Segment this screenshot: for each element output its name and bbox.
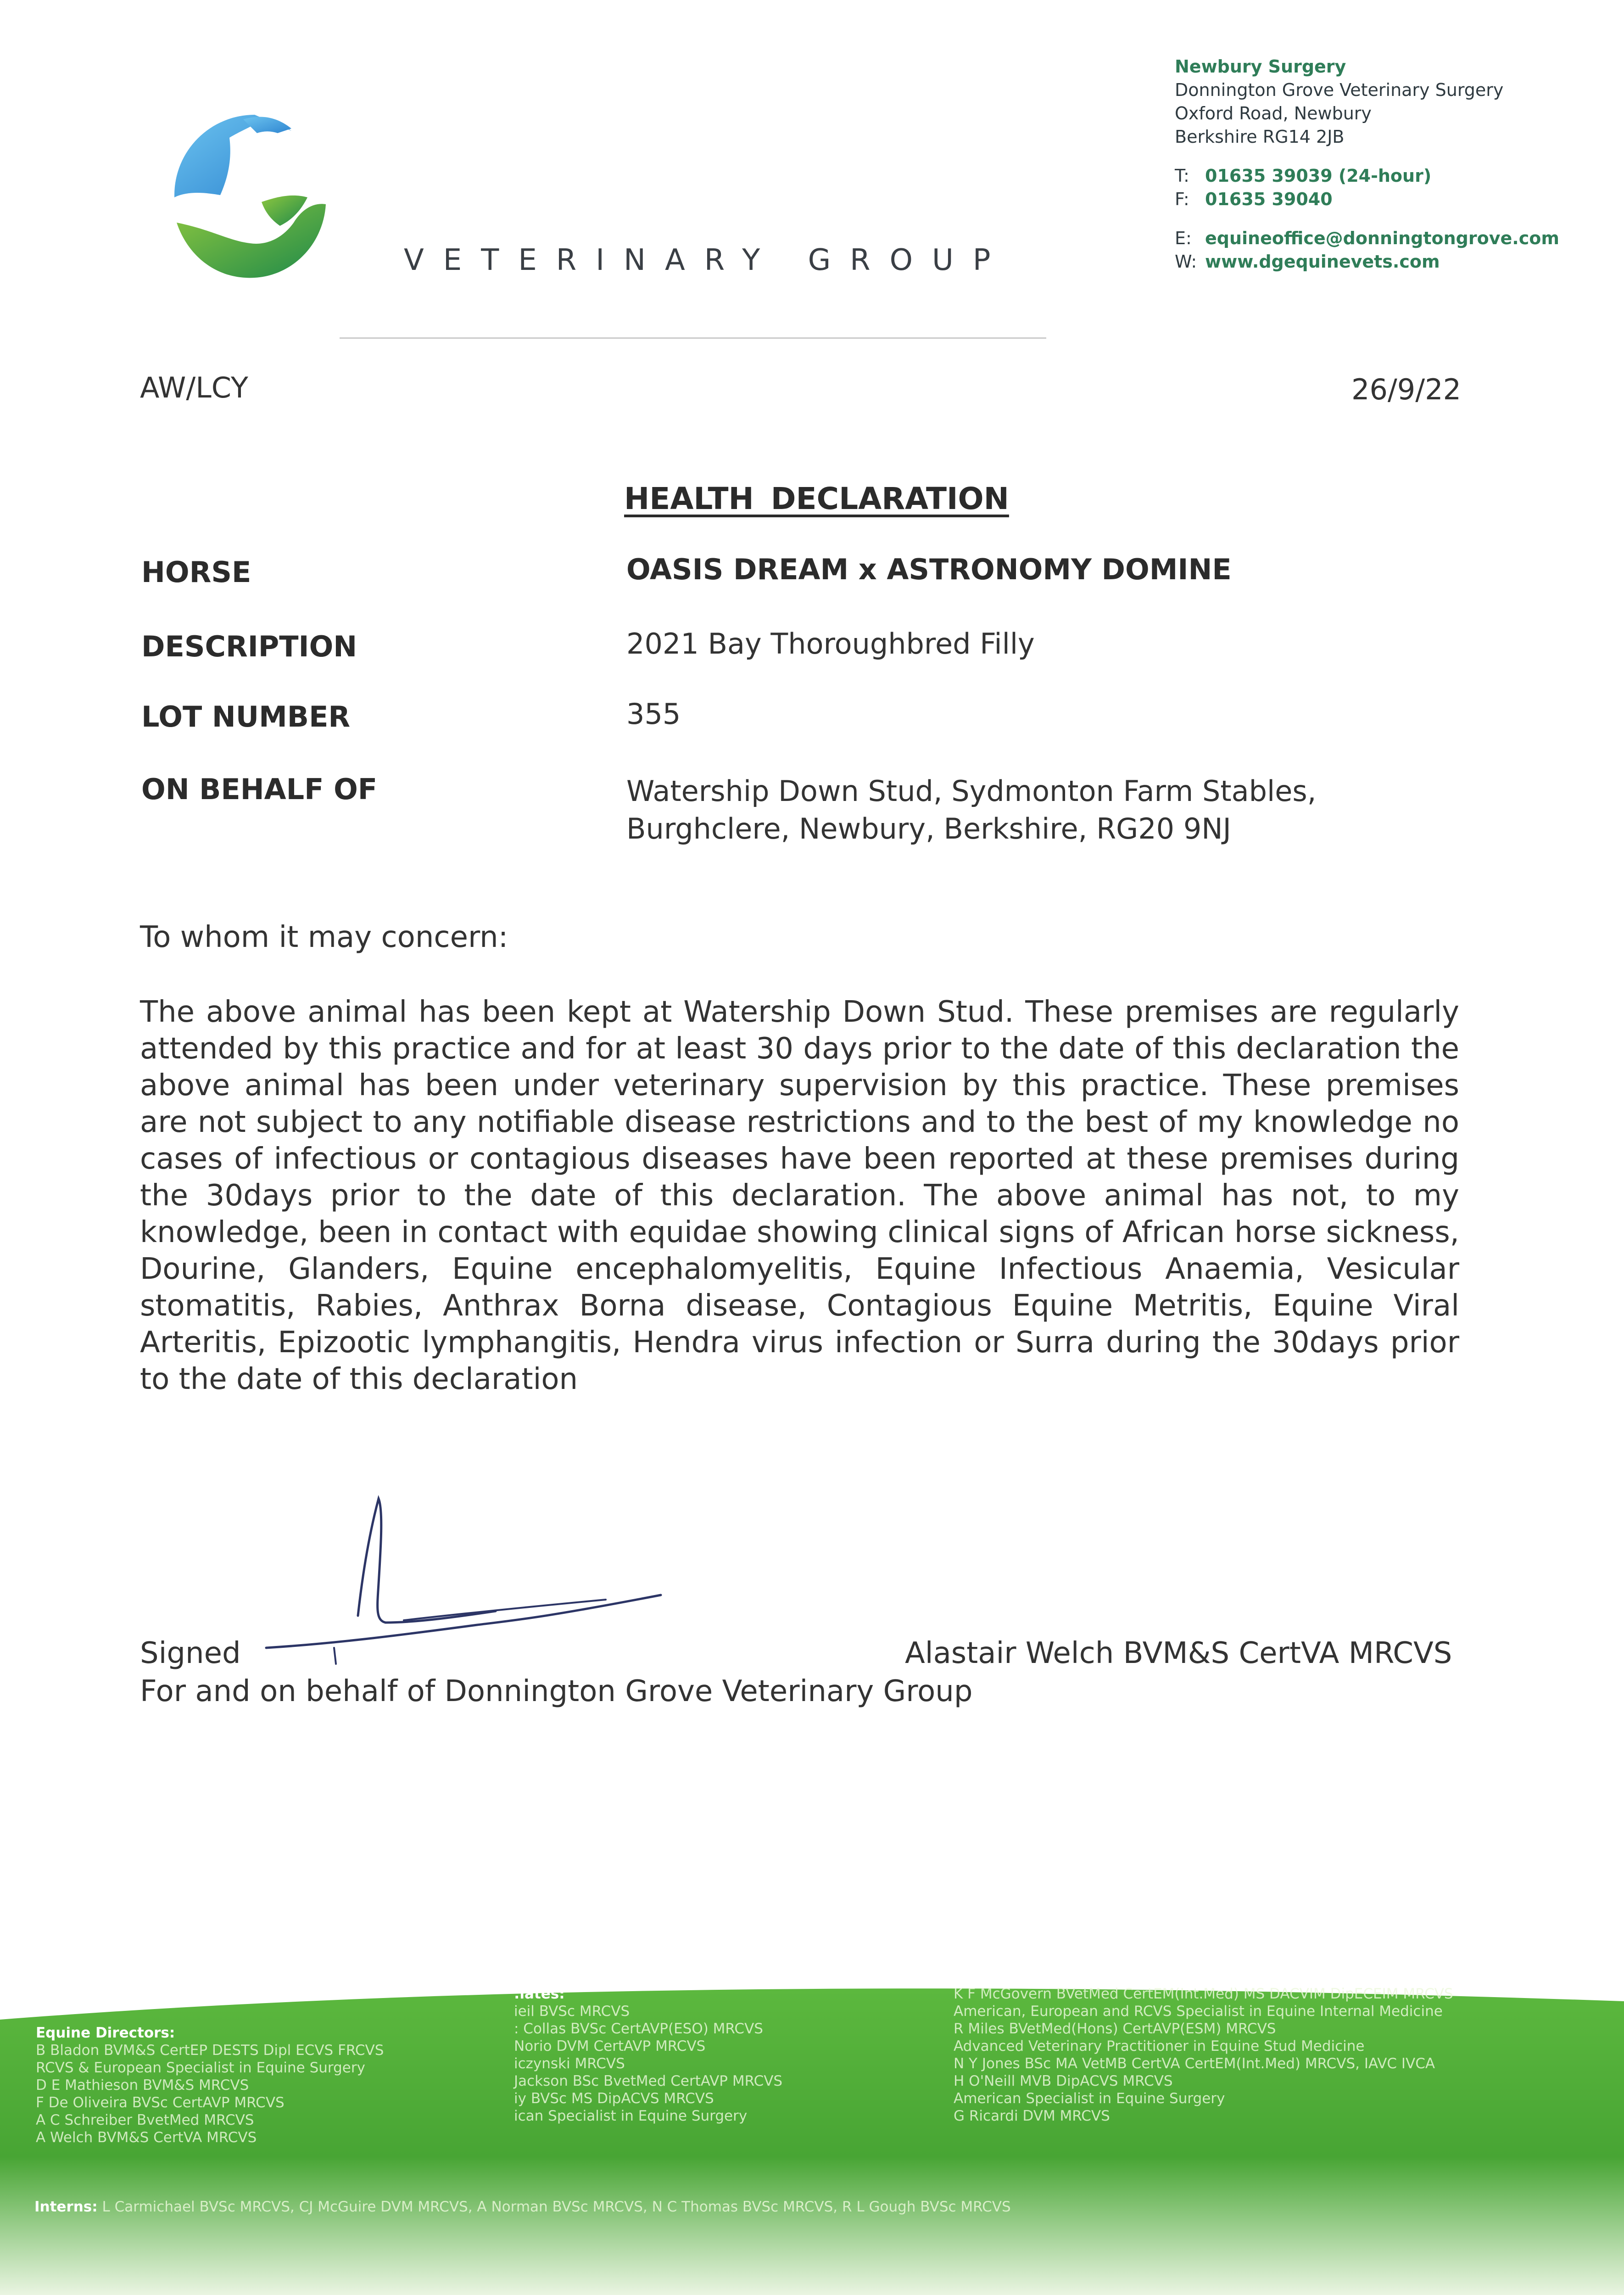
address-line: Berkshire RG14 2JB	[1175, 127, 1345, 147]
address-line: Watership Down Stud, Sydmonton Farm Stables,	[626, 774, 1317, 808]
fax: F: 01635 39040	[1175, 189, 1333, 209]
associate-entry: iczynski MRCVS	[514, 2055, 625, 2072]
veterinary-group-logo	[161, 106, 335, 285]
clinician-entry: G Ricardi DVM MRCVS	[954, 2108, 1110, 2124]
declaration-body: The above animal has been kept at Watership Down Stud. These premises are regularly attended by this practice and for at least 30 days prior to the date of this declaration the above animal has been under veterinary supervision by this practice. These premises are not subject to any notifiable disease restrictions and to the best of my knowledge no cases of infectious or contagious diseases have been reported at these premises during the 30days prior to the date of this declaration. The above animal has not, to my knowledge, been in contact with equidae showing clinical signs of African horse sickness, Dourine, Glanders, Equine encephalomyelitis, Equine Infectious Anaemia, Vesicular stomatitis, Rabies, Anthrax Borna disease, Contagious Equine Metritis, Equine Viral Arteritis, Epizootic lymphangitis, Hendra virus infection or Surra during the 30days prior to the date of this declaration	[140, 995, 1459, 1396]
signer-name: Alastair Welch BVM&S CertVA MRCVS	[905, 1636, 1452, 1670]
address-line: Oxford Road, Newbury	[1175, 103, 1372, 123]
reference-code: AW/LCY	[140, 371, 248, 404]
footer-associates	[514, 1985, 782, 2125]
interns-list: L Carmichael BVSc MRCVS, CJ McGuire DVM MRCVS, A Norman BVSc MRCVS, N C Thomas BVSc MRCVS, R L Gough BVSc MRCVS	[102, 2199, 1011, 2215]
director-entry: F De Oliveira BVSc CertAVP MRCVS	[36, 2094, 285, 2111]
on-behalf-line: For and on behalf of Donnington Grove Veterinary Group	[140, 1674, 973, 1708]
letter-date: 26/9/22	[1351, 373, 1462, 406]
directors-heading: Equine Directors:	[36, 2025, 175, 2041]
clinician-entry: R Miles BVetMed(Hons) CertAVP(ESM) MRCVS	[954, 2021, 1276, 2037]
field-label-horse: HORSE	[141, 555, 251, 589]
associate-entry: ieil BVSc MRCVS	[514, 2003, 630, 2020]
field-label-description: DESCRIPTION	[141, 630, 357, 663]
field-value-lot-number: 355	[626, 697, 681, 731]
director-entry: B Bladon BVM&S CertEP DESTS Dipl ECVS FRCVS	[36, 2042, 384, 2059]
clinician-entry: K F McGovern BVetMed CertEM(Int.Med) MS DACVIM DipECEIM MRCVS	[954, 1986, 1453, 2002]
clinician-entry: American Specialist in Equine Surgery	[954, 2090, 1225, 2107]
practice-address	[1175, 55, 1606, 274]
salutation: To whom it may concern:	[140, 920, 508, 954]
director-entry: A Welch BVM&S CertVA MRCVS	[36, 2129, 257, 2146]
field-label-lot-number: LOT NUMBER	[141, 700, 351, 733]
address-line: Donnington Grove Veterinary Surgery	[1175, 80, 1504, 100]
brand-name: VETERINARY GROUP	[404, 243, 1010, 277]
director-entry: A C Schreiber BvetMed MRCVS	[36, 2112, 254, 2128]
header-divider	[340, 337, 1046, 339]
clinician-entry: N Y Jones BSc MA VetMB CertVA CertEM(Int.Med) MRCVS, IAVC IVCA	[954, 2055, 1435, 2072]
footer-clinicians	[954, 1985, 1453, 2125]
surgery-name: Newbury Surgery	[1175, 56, 1346, 77]
footer-interns	[34, 2199, 1011, 2215]
interns-heading: Interns:	[34, 2199, 98, 2215]
associates-heading: :iates:	[514, 1986, 565, 2002]
associate-entry: Jackson BSc BvetMed CertAVP MRCVS	[514, 2073, 783, 2089]
director-entry: D E Mathieson BVM&S MRCVS	[36, 2077, 249, 2093]
field-value-description: 2021 Bay Thoroughbred Filly	[626, 627, 1035, 661]
associate-entry: ican Specialist in Equine Surgery	[514, 2108, 748, 2124]
document-title: HEALTH DECLARATION	[624, 481, 1009, 516]
associate-entry: : Collas BVSc CertAVP(ESO) MRCVS	[514, 2021, 763, 2037]
footer-directors	[36, 2024, 384, 2146]
field-label-on-behalf-of: ON BEHALF OF	[141, 772, 378, 806]
address-line: Burghclere, Newbury, Berkshire, RG20 9NJ	[626, 812, 1231, 845]
clinician-entry: H O'Neill MVB DipACVS MRCVS	[954, 2073, 1173, 2089]
associate-entry: Norio DVM CertAVP MRCVS	[514, 2038, 706, 2054]
field-value-on-behalf-of	[626, 772, 1316, 848]
handwritten-signature	[257, 1483, 670, 1675]
signed-label: Signed	[140, 1636, 241, 1670]
telephone: T: 01635 39039 (24-hour)	[1175, 166, 1432, 186]
website[interactable]: W: www.dgequinevets.com	[1175, 252, 1440, 272]
clinician-entry: Advanced Veterinary Practitioner in Equine Stud Medicine	[954, 2038, 1365, 2054]
clinician-entry: American, European and RCVS Specialist in Equine Internal Medicine	[954, 2003, 1443, 2020]
field-value-horse: OASIS DREAM x ASTRONOMY DOMINE	[626, 553, 1232, 586]
director-entry: RCVS & European Specialist in Equine Surgery	[36, 2060, 365, 2076]
associate-entry: iy BVSc MS DipACVS MRCVS	[514, 2090, 714, 2107]
email[interactable]: E: equineoffice@donningtongrove.com	[1175, 228, 1559, 248]
